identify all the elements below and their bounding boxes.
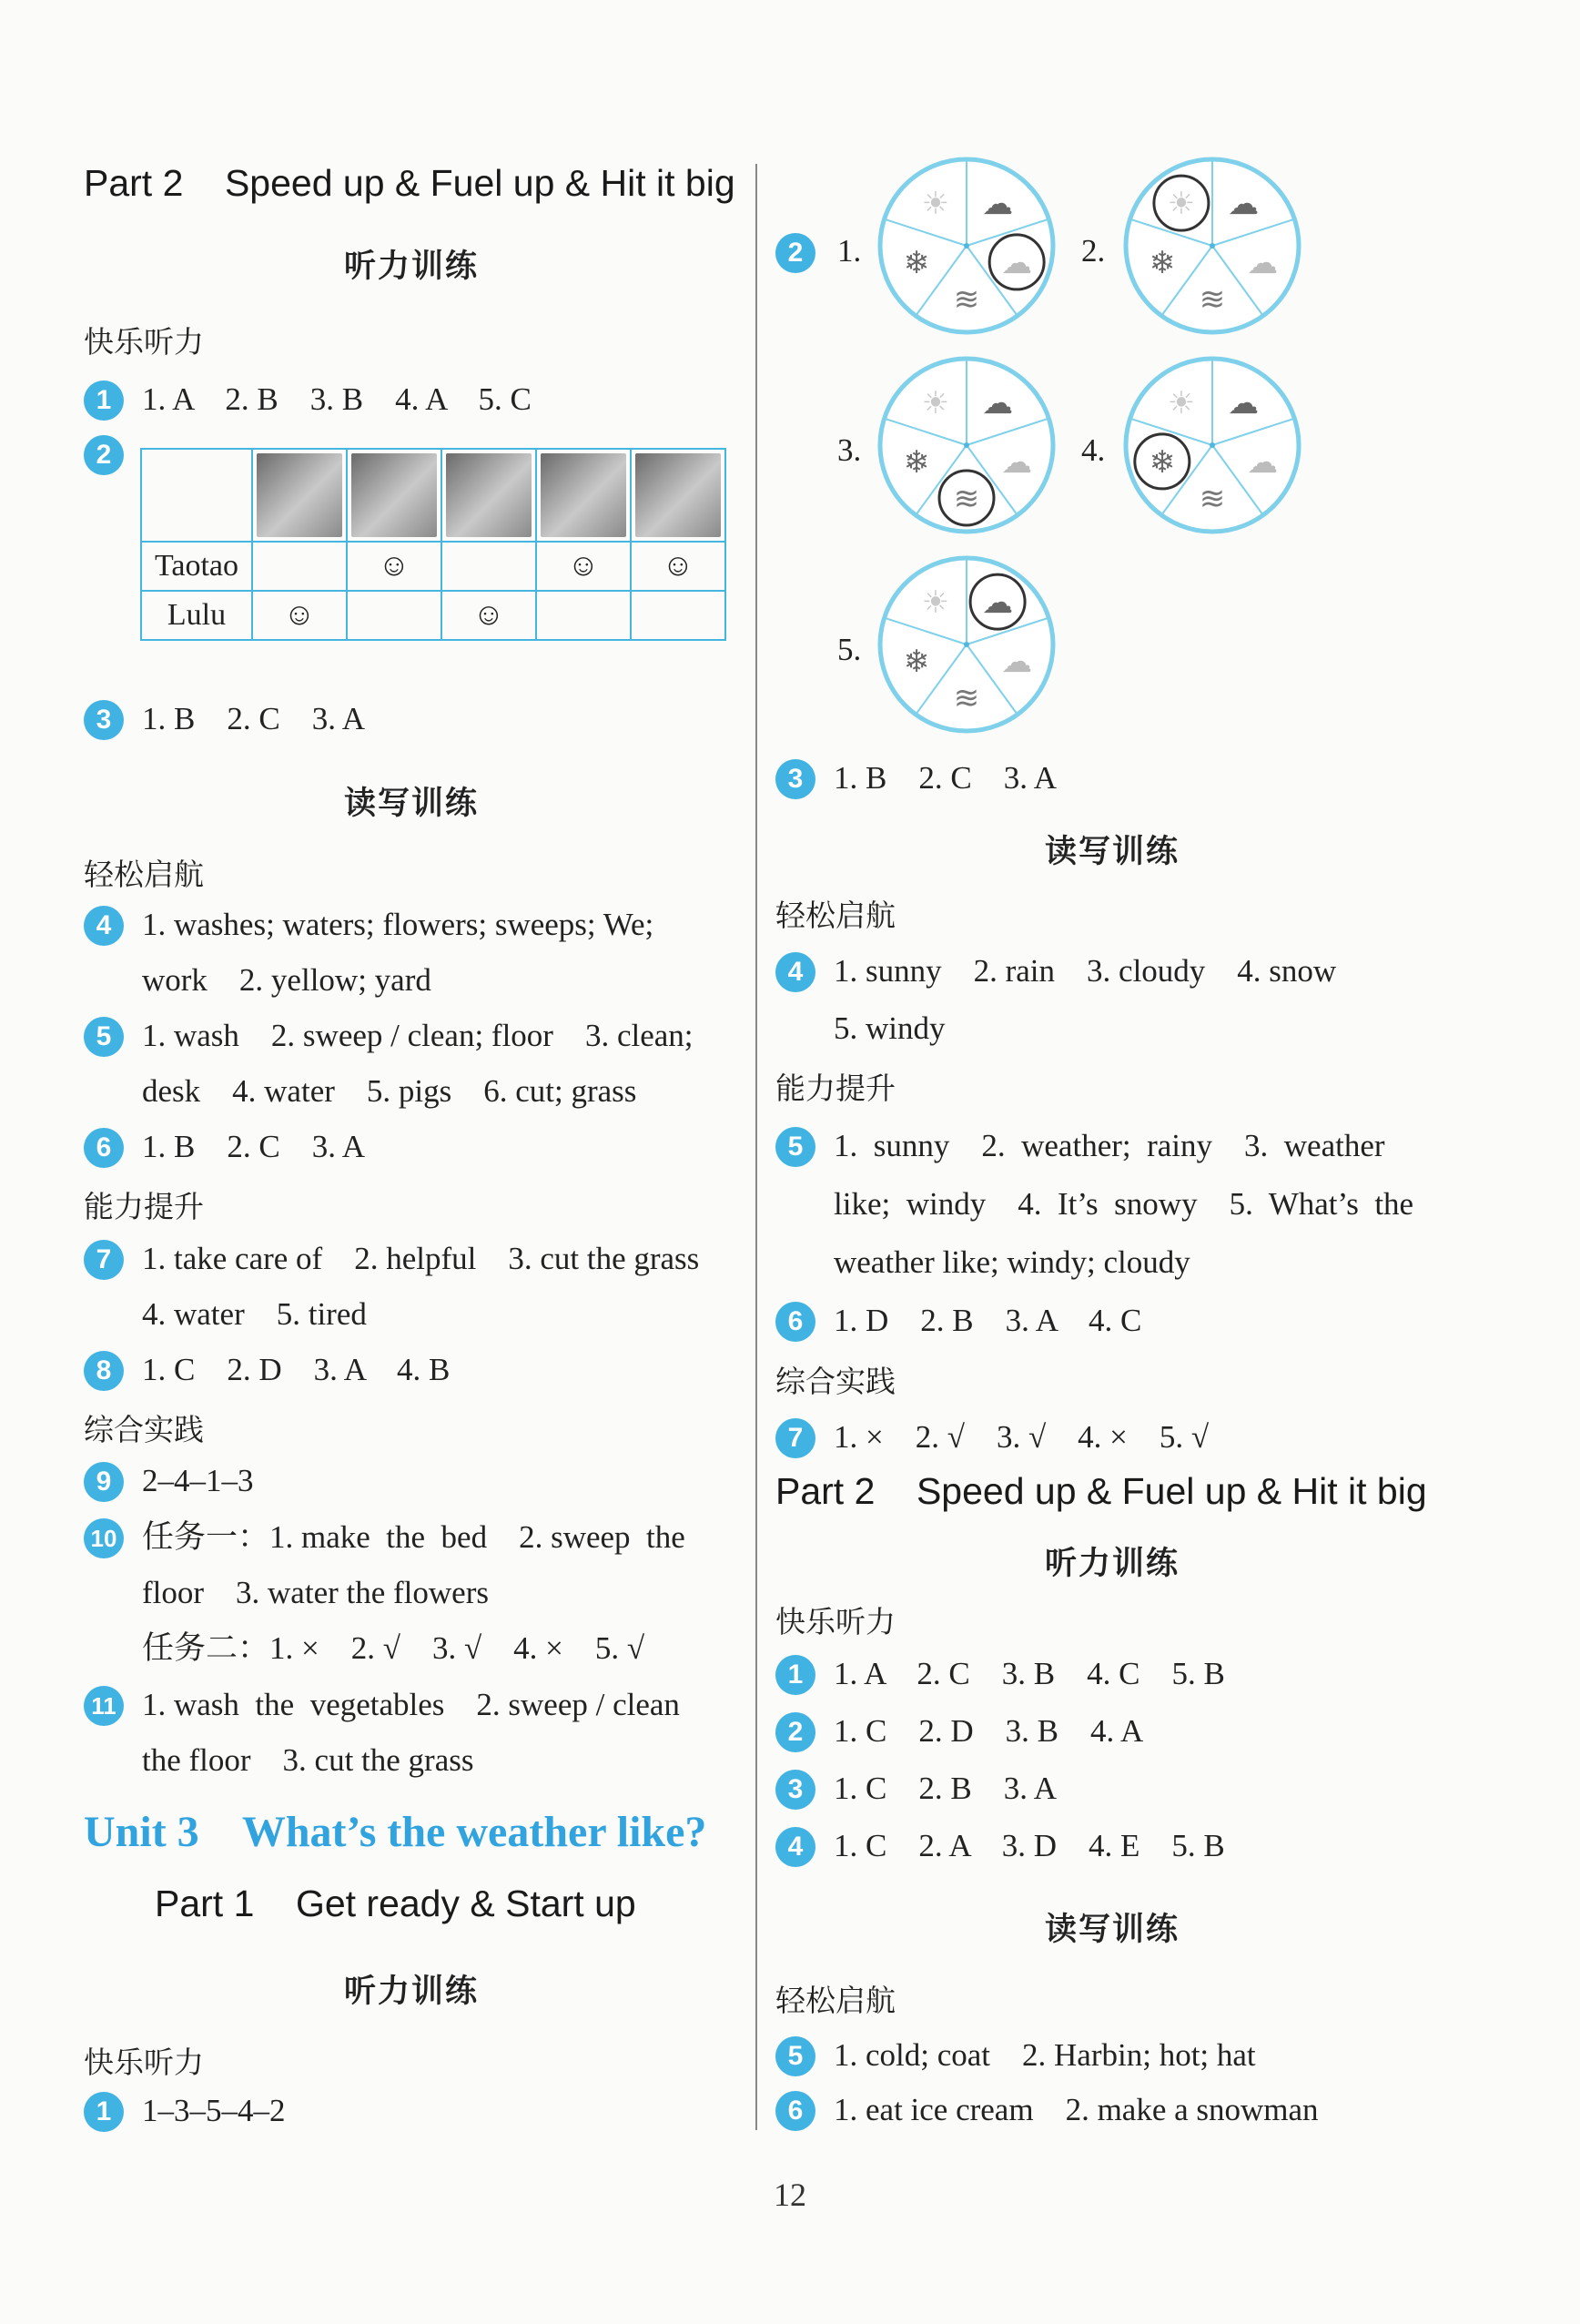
happy-listening-label: 快乐听力 <box>84 2045 204 2080</box>
easy-start-label: 轻松启航 <box>84 857 204 892</box>
picture-table <box>140 448 726 641</box>
rainy-icon: ☁ <box>982 584 1014 622</box>
sunny-icon: ☀ <box>921 385 950 422</box>
answer-line: 1. sunny 2. weather; rainy 3. weather <box>834 1128 1385 1163</box>
wheel-label: 3. <box>837 432 862 468</box>
answer-line: 1. C 2. B 3. A <box>834 1771 1058 1806</box>
practice-label: 综合实践 <box>775 1364 896 1399</box>
part-heading: Part 2 Speed up & Fuel up & Hit it big <box>84 162 735 204</box>
wheel-label: 2. <box>1081 233 1106 269</box>
answer-line: 1. C 2. D 3. B 4. A <box>834 1713 1144 1749</box>
reading-writing-title: 读写训练 <box>1044 1912 1180 1948</box>
page-number: 12 <box>774 2177 806 2213</box>
answer-line: 1. washes; waters; flowers; sweeps; We; <box>142 907 654 942</box>
answer-line: 1. A 2. B 3. B 4. A 5. C <box>142 381 532 417</box>
smiley-cell <box>252 542 347 591</box>
answer-line: 1. A 2. C 3. B 4. C 5. B <box>834 1656 1225 1691</box>
rainy-icon: ☁ <box>982 186 1014 223</box>
listening-title: 听力训练 <box>343 249 479 285</box>
question-badge: 11 <box>84 1686 124 1726</box>
question-badge: 3 <box>775 1770 815 1810</box>
sunny-icon: ☀ <box>1167 186 1196 223</box>
happy-listening-label: 快乐听力 <box>84 324 204 360</box>
windy-icon: ≋ <box>953 481 980 517</box>
smiley-cell: ☺ <box>347 542 441 591</box>
cloudy-icon: ☁ <box>1001 643 1033 680</box>
chore-picture <box>541 453 626 537</box>
question-badge: 4 <box>775 1827 815 1867</box>
rainy-icon: ☁ <box>982 385 1014 422</box>
sunny-icon: ☀ <box>921 186 950 223</box>
question-badge: 10 <box>84 1518 124 1558</box>
answer-line: floor 3. water the flowers <box>142 1575 489 1610</box>
rainy-icon: ☁ <box>1228 385 1260 422</box>
cloudy-icon: ☁ <box>1247 443 1279 481</box>
table-row <box>141 449 725 542</box>
weather-wheel <box>880 359 1053 532</box>
practice-label: 综合实践 <box>84 1412 204 1447</box>
answer-line: 2–4–1–3 <box>142 1463 254 1498</box>
snowy-icon: ❄ <box>903 244 930 281</box>
chore-picture <box>446 453 532 537</box>
smiley-cell <box>536 591 631 640</box>
answer-line: 任务一：1. make the bed 2. sweep the <box>142 1519 685 1555</box>
question-badge: 4 <box>84 906 124 946</box>
answer-line: 1. B 2. C 3. A <box>142 701 366 736</box>
snowy-icon: ❄ <box>1149 244 1176 281</box>
snowy-icon: ❄ <box>903 443 930 481</box>
chore-picture <box>257 453 342 537</box>
question-badge: 1 <box>84 381 124 421</box>
answer-line: 1. wash the vegetables 2. sweep / clean <box>142 1687 680 1722</box>
smiley-cell <box>347 591 441 640</box>
ability-label: 能力提升 <box>84 1189 204 1224</box>
answer-line: 1–3–5–4–2 <box>142 2093 286 2128</box>
sunny-icon: ☀ <box>921 584 950 622</box>
easy-start-label: 轻松启航 <box>775 1983 896 2018</box>
question-badge: 1 <box>775 1655 815 1695</box>
question-badge: 6 <box>775 1302 815 1342</box>
question-badge: 5 <box>84 1017 124 1057</box>
answer-line: the floor 3. cut the grass <box>142 1742 474 1778</box>
smiley-cell: ☺ <box>441 591 536 640</box>
weather-wheel <box>1126 159 1299 332</box>
ability-label: 能力提升 <box>775 1071 896 1106</box>
cloudy-icon: ☁ <box>1001 443 1033 481</box>
sunny-icon: ☀ <box>1167 385 1196 422</box>
question-badge: 7 <box>775 1418 815 1458</box>
answer-line: 1. × 2. √ 3. √ 4. × 5. √ <box>834 1419 1210 1455</box>
answer-line: 1. eat ice cream 2. make a snowman <box>834 2092 1319 2127</box>
answer-line: 5. windy <box>834 1010 946 1046</box>
cloudy-icon: ☁ <box>1001 244 1033 281</box>
listening-title: 听力训练 <box>1044 1546 1180 1582</box>
snowy-icon: ❄ <box>1149 443 1176 481</box>
part-heading: Part 1 Get ready & Start up <box>155 1883 636 1924</box>
answer-line: 任务二：1. × 2. √ 3. √ 4. × 5. √ <box>142 1630 645 1666</box>
question-badge: 3 <box>84 700 124 740</box>
column-divider <box>755 164 757 2130</box>
smiley-cell <box>441 542 536 591</box>
smiley-cell: ☺ <box>536 542 631 591</box>
cloudy-icon: ☁ <box>1247 244 1279 281</box>
answer-line: weather like; windy; cloudy <box>834 1244 1190 1280</box>
row-name: Lulu <box>141 591 252 640</box>
wheel-label: 5. <box>837 632 862 667</box>
weather-wheel <box>880 558 1053 731</box>
answer-line: 1. D 2. B 3. A 4. C <box>834 1303 1142 1338</box>
question-badge: 4 <box>775 952 815 992</box>
answer-line: 1. sunny 2. rain 3. cloudy 4. snow <box>834 953 1337 989</box>
wheel-label: 1. <box>837 233 862 269</box>
unit-title: Unit 3 What’s the weather like? <box>84 1808 707 1856</box>
answer-line: work 2. yellow; yard <box>142 962 431 998</box>
question-badge: 5 <box>775 2036 815 2076</box>
answer-line: 1. B 2. C 3. A <box>142 1129 366 1164</box>
question-badge: 5 <box>775 1127 815 1167</box>
reading-writing-title: 读写训练 <box>343 786 479 822</box>
answer-line: 1. take care of 2. helpful 3. cut the grass <box>142 1241 700 1276</box>
windy-icon: ≋ <box>953 281 980 318</box>
question-badge: 6 <box>84 1128 124 1168</box>
smiley-cell: ☺ <box>631 542 725 591</box>
question-badge: 1 <box>84 2092 124 2132</box>
smiley-cell: ☺ <box>252 591 347 640</box>
answer-line: desk 4. water 5. pigs 6. cut; grass <box>142 1073 637 1109</box>
answer-line: 1. C 2. A 3. D 4. E 5. B <box>834 1828 1225 1863</box>
answer-line: 4. water 5. tired <box>142 1296 367 1332</box>
answer-line: 1. wash 2. sweep / clean; floor 3. clean; <box>142 1018 694 1053</box>
question-badge: 8 <box>84 1351 124 1391</box>
question-badge: 9 <box>84 1462 124 1502</box>
easy-start-label: 轻松启航 <box>775 898 896 933</box>
answer-line: like; windy 4. It’s snowy 5. What’s the <box>834 1186 1414 1222</box>
listening-title: 听力训练 <box>343 1974 479 2010</box>
table-row <box>141 591 725 640</box>
question-badge: 7 <box>84 1240 124 1280</box>
row-name: Taotao <box>141 542 252 591</box>
answer-line: 1. cold; coat 2. Harbin; hot; hat <box>834 2037 1256 2073</box>
chore-picture <box>635 453 721 537</box>
reading-writing-title: 读写训练 <box>1044 834 1180 870</box>
windy-icon: ≋ <box>1199 481 1226 517</box>
answer-line: 1. B 2. C 3. A <box>834 760 1058 796</box>
weather-wheel <box>880 159 1053 332</box>
table-row <box>141 542 725 591</box>
chore-picture <box>351 453 437 537</box>
windy-icon: ≋ <box>1199 281 1226 318</box>
question-badge: 2 <box>84 435 124 475</box>
answer-line: 1. C 2. D 3. A 4. B <box>142 1352 451 1387</box>
wheel-label: 4. <box>1081 432 1106 468</box>
rainy-icon: ☁ <box>1228 186 1260 223</box>
part-heading: Part 2 Speed up & Fuel up & Hit it big <box>775 1470 1427 1512</box>
happy-listening-label: 快乐听力 <box>775 1604 896 1639</box>
smiley-cell <box>631 591 725 640</box>
windy-icon: ≋ <box>953 680 980 716</box>
question-badge: 3 <box>775 759 815 799</box>
weather-wheels <box>866 155 1279 746</box>
snowy-icon: ❄ <box>903 643 930 680</box>
question-badge: 2 <box>775 1712 815 1752</box>
question-badge: 6 <box>775 2091 815 2131</box>
question-badge: 2 <box>775 233 815 273</box>
weather-wheel <box>1126 359 1299 532</box>
